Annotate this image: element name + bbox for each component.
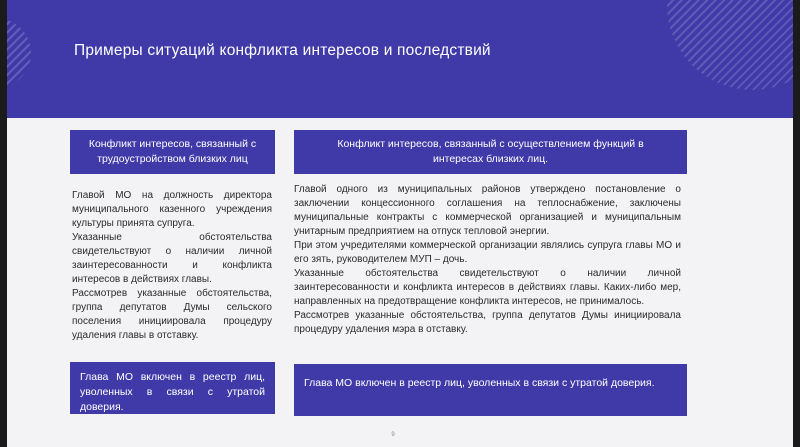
left-case-header-text: Конфликт интересов, связанный с трудоустройством близких лиц: [88, 138, 257, 165]
decorative-circle-left: [7, 18, 31, 88]
right-case-outcome: [294, 364, 687, 416]
left-case-outcome: [70, 362, 275, 414]
left-paragraph: Указанные обстоятельства свидетельствуют о наличии личной заинтересованности и конфликта интересов в действиях главы.: [72, 232, 272, 285]
right-paragraph: Главой одного из муниципальных районов утверждено постановление о заключении концессионного соглашения на теплоснабжение, заключены муниципальные контракты с коммерческой организацией и муниципальным унитарным предприятием на отпуск тепловой энергии.: [294, 184, 681, 237]
right-case-body: [294, 183, 681, 337]
left-paragraph: Главой МО на должность директора муниципального казенного учреждения культуры принята супруга.: [72, 190, 272, 229]
slide: [7, 0, 793, 447]
left-case-header: [70, 130, 275, 174]
left-case-outcome-text: Глава МО включен в реестр лиц, уволенных в связи с утратой доверия.: [80, 371, 265, 413]
page-number: 9: [391, 432, 395, 438]
slide-title: Примеры ситуаций конфликта интересов и последствий: [74, 42, 491, 59]
right-case-header-text: Конфликт интересов, связанный с осуществлением функций в интересах близких лиц.: [337, 138, 644, 165]
right-paragraph: Указанные обстоятельства свидетельствуют о наличии личной заинтересованности и конфликта интересов в действиях главы. Каких-либо мер, направленных на предотвращение конфликта интересов, не принималось.: [294, 268, 681, 307]
left-case-body: [72, 189, 272, 343]
right-paragraph: При этом учредителями коммерческой организации являлись супруга главы МО и его зять, руководителем МУП – дочь.: [294, 240, 681, 265]
slide-header: [7, 0, 793, 118]
decorative-circle-right: [667, 0, 793, 90]
right-case-outcome-text: Глава МО включен в реестр лиц, уволенных в связи с утратой доверия.: [304, 377, 655, 389]
right-case-header: [294, 130, 687, 174]
left-paragraph: Рассмотрев указанные обстоятельства, группа депутатов Думы сельского поселения инициировала процедуру удаления главы в отставку.: [72, 288, 272, 341]
right-paragraph: Рассмотрев указанные обстоятельства, группа депутатов Думы инициировала процедуру удаления мэра в отставку.: [294, 310, 681, 335]
